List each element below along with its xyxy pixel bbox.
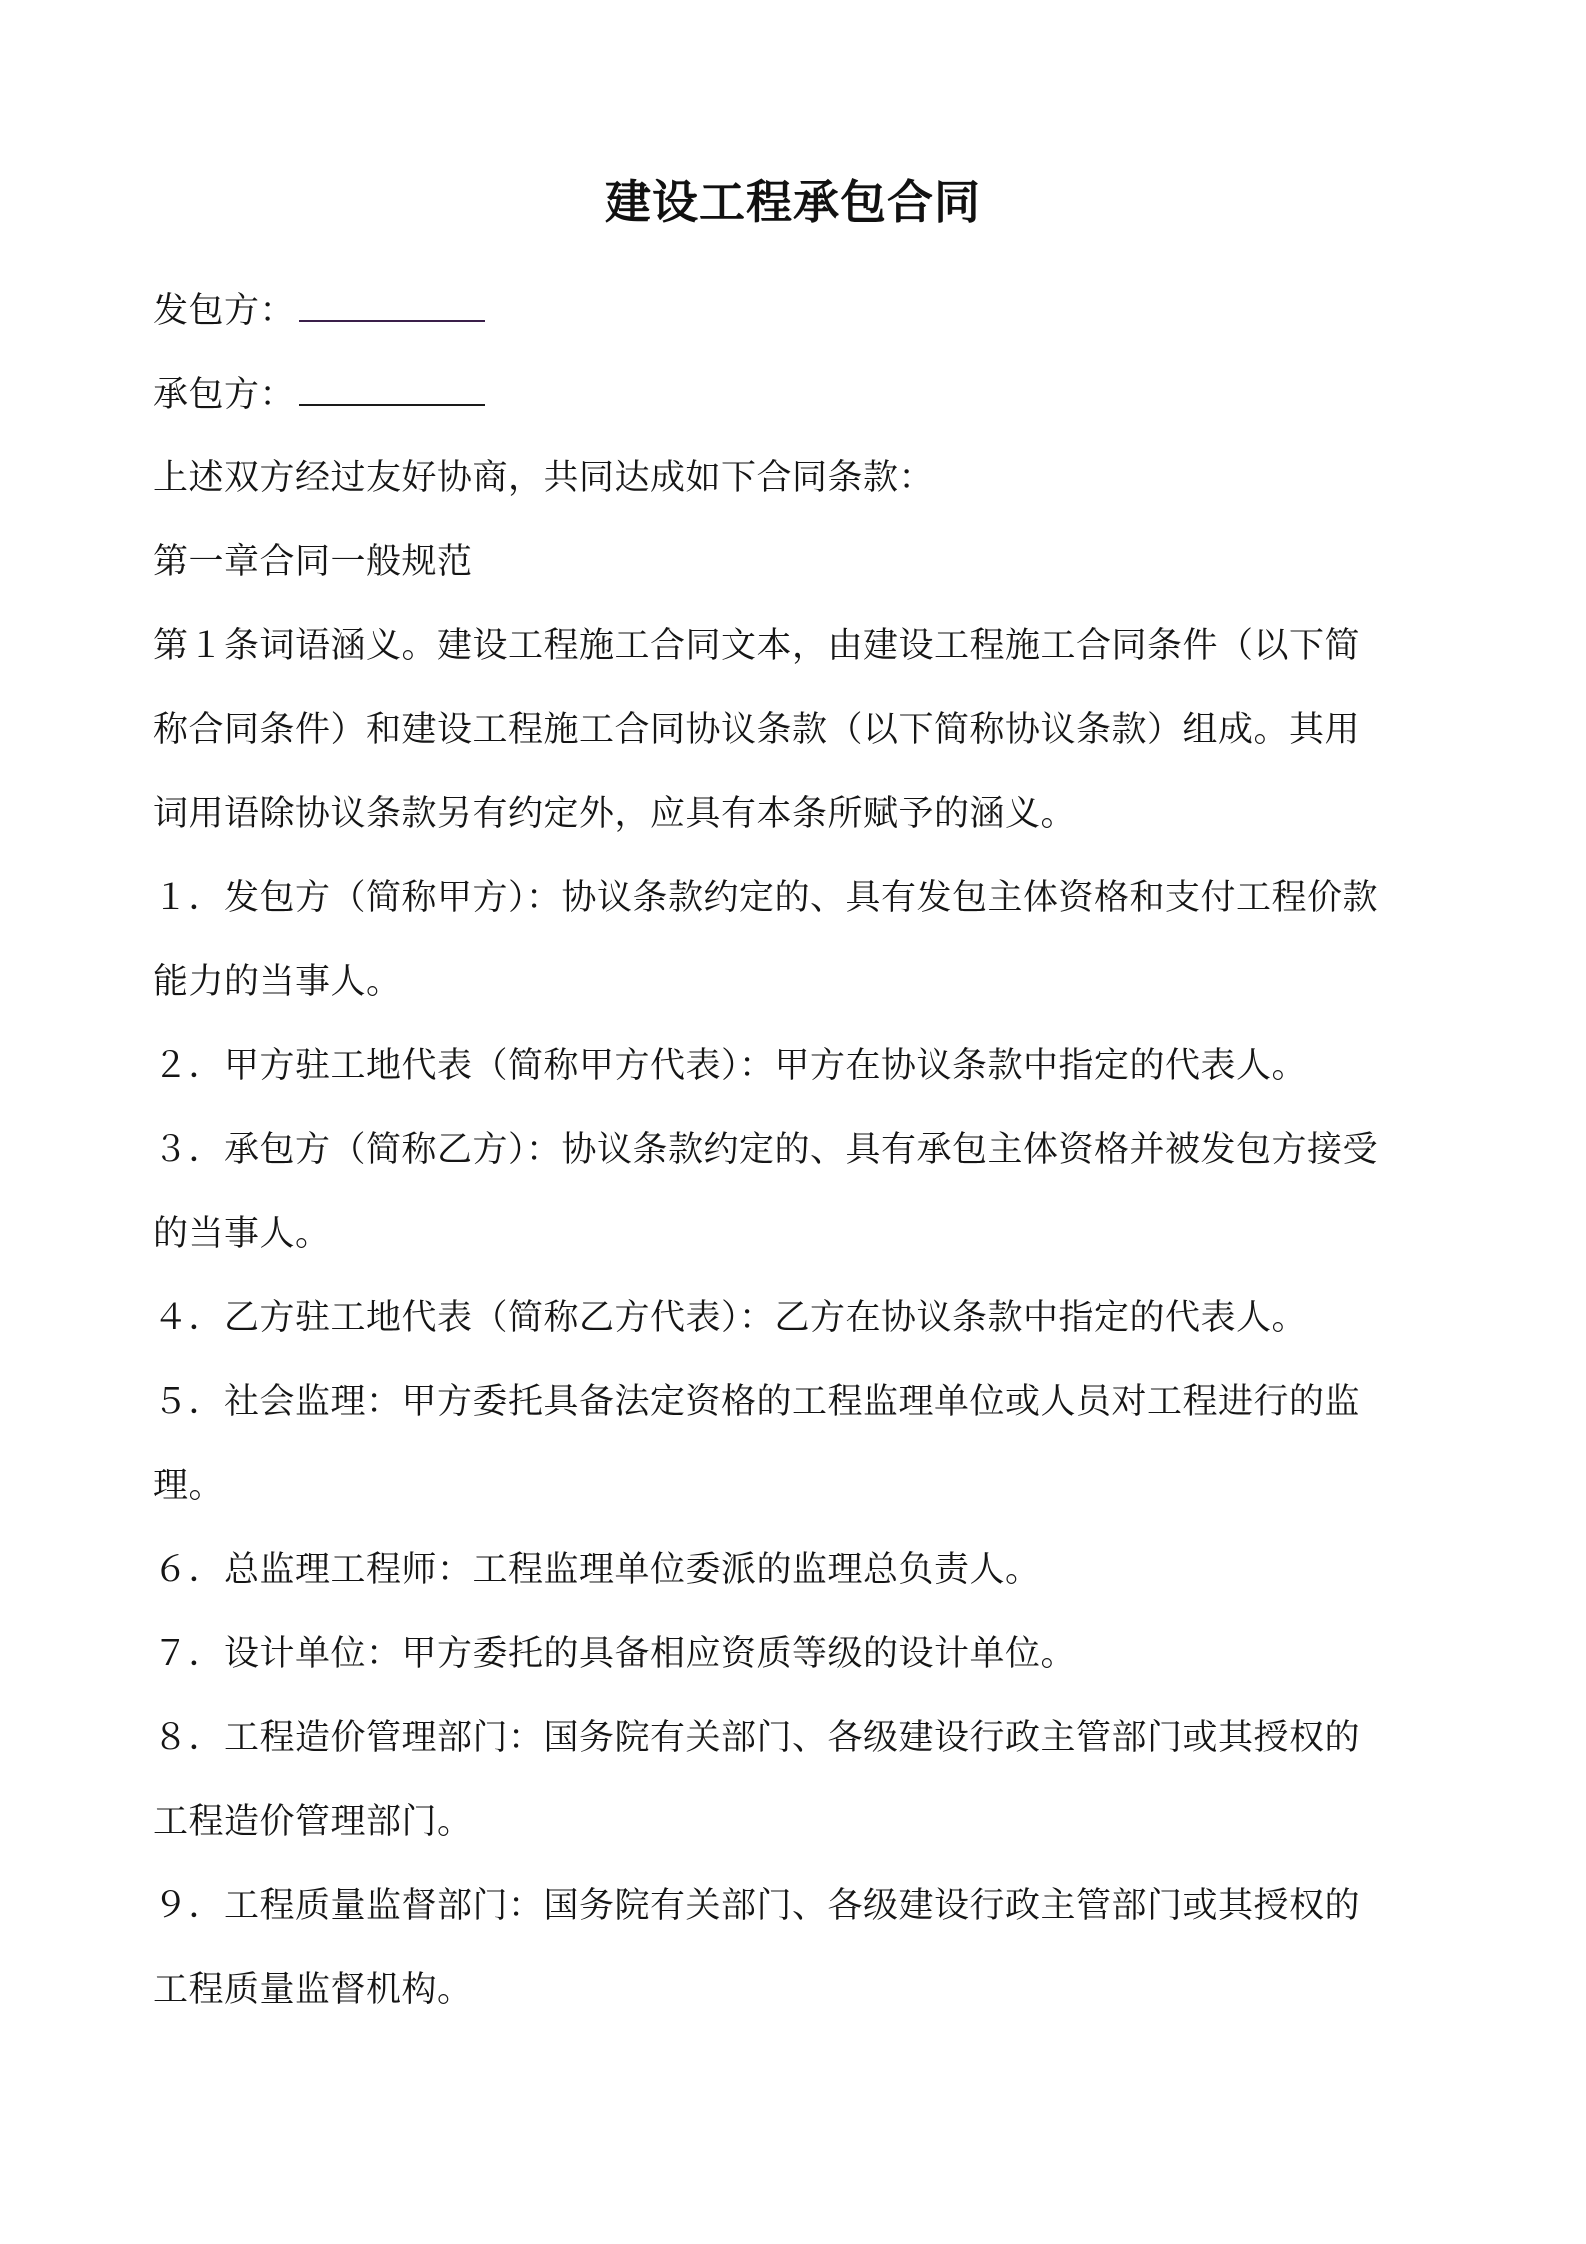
clause-8-line-2: 工程造价管理部门。 <box>153 1802 473 1842</box>
clause-1-line-2: 能力的当事人。 <box>153 962 402 1002</box>
party-a-line <box>153 288 1453 333</box>
clause-4-line: ４．乙方驻工地代表（简称乙方代表）：乙方在协议条款中指定的代表人。 <box>153 1298 1308 1338</box>
party-a-label: 发包方： <box>153 291 296 331</box>
document-title: 建设工程承包合同 <box>605 175 981 229</box>
clause-3-line-1: ３．承包方（简称乙方）：协议条款约定的、具有承包主体资格并被发包方接受 <box>153 1130 1379 1170</box>
article-1-line-1: 第１条词语涵义。建设工程施工合同文本，由建设工程施工合同条件（以下简 <box>153 626 1361 666</box>
clause-2-line: ２．甲方驻工地代表（简称甲方代表）：甲方在协议条款中指定的代表人。 <box>153 1046 1308 1086</box>
intro-line: 上述双方经过友好协商，共同达成如下合同条款： <box>153 458 935 498</box>
clause-9-line-2: 工程质量监督机构。 <box>153 1970 473 2010</box>
clause-8-line-1: ８．工程造价管理部门：国务院有关部门、各级建设行政主管部门或其授权的 <box>153 1718 1361 1758</box>
clause-9-line-1: ９．工程质量监督部门：国务院有关部门、各级建设行政主管部门或其授权的 <box>153 1886 1361 1926</box>
clause-5-line-1: ５．社会监理：甲方委托具备法定资格的工程监理单位或人员对工程进行的监 <box>153 1382 1361 1422</box>
article-1-line-3: 词用语除协议条款另有约定外，应具有本条所赋予的涵义。 <box>153 794 1077 834</box>
party-b-blank[interactable] <box>299 372 485 406</box>
article-1-line-2: 称合同条件）和建设工程施工合同协议条款（以下简称协议条款）组成。其用 <box>153 710 1361 750</box>
chapter-heading: 第一章合同一般规范 <box>153 542 473 582</box>
party-b-label: 承包方： <box>153 375 296 415</box>
clause-6-line: ６．总监理工程师：工程监理单位委派的监理总负责人。 <box>153 1550 1041 1590</box>
party-a-blank[interactable] <box>299 288 485 322</box>
clause-3-line-2: 的当事人。 <box>153 1214 331 1254</box>
clause-5-line-2: 理。 <box>153 1466 225 1506</box>
clause-7-line: ７．设计单位：甲方委托的具备相应资质等级的设计单位。 <box>153 1634 1077 1674</box>
party-b-line <box>153 372 1453 417</box>
clause-1-line-1: １．发包方（简称甲方）：协议条款约定的、具有发包主体资格和支付工程价款 <box>153 878 1379 918</box>
